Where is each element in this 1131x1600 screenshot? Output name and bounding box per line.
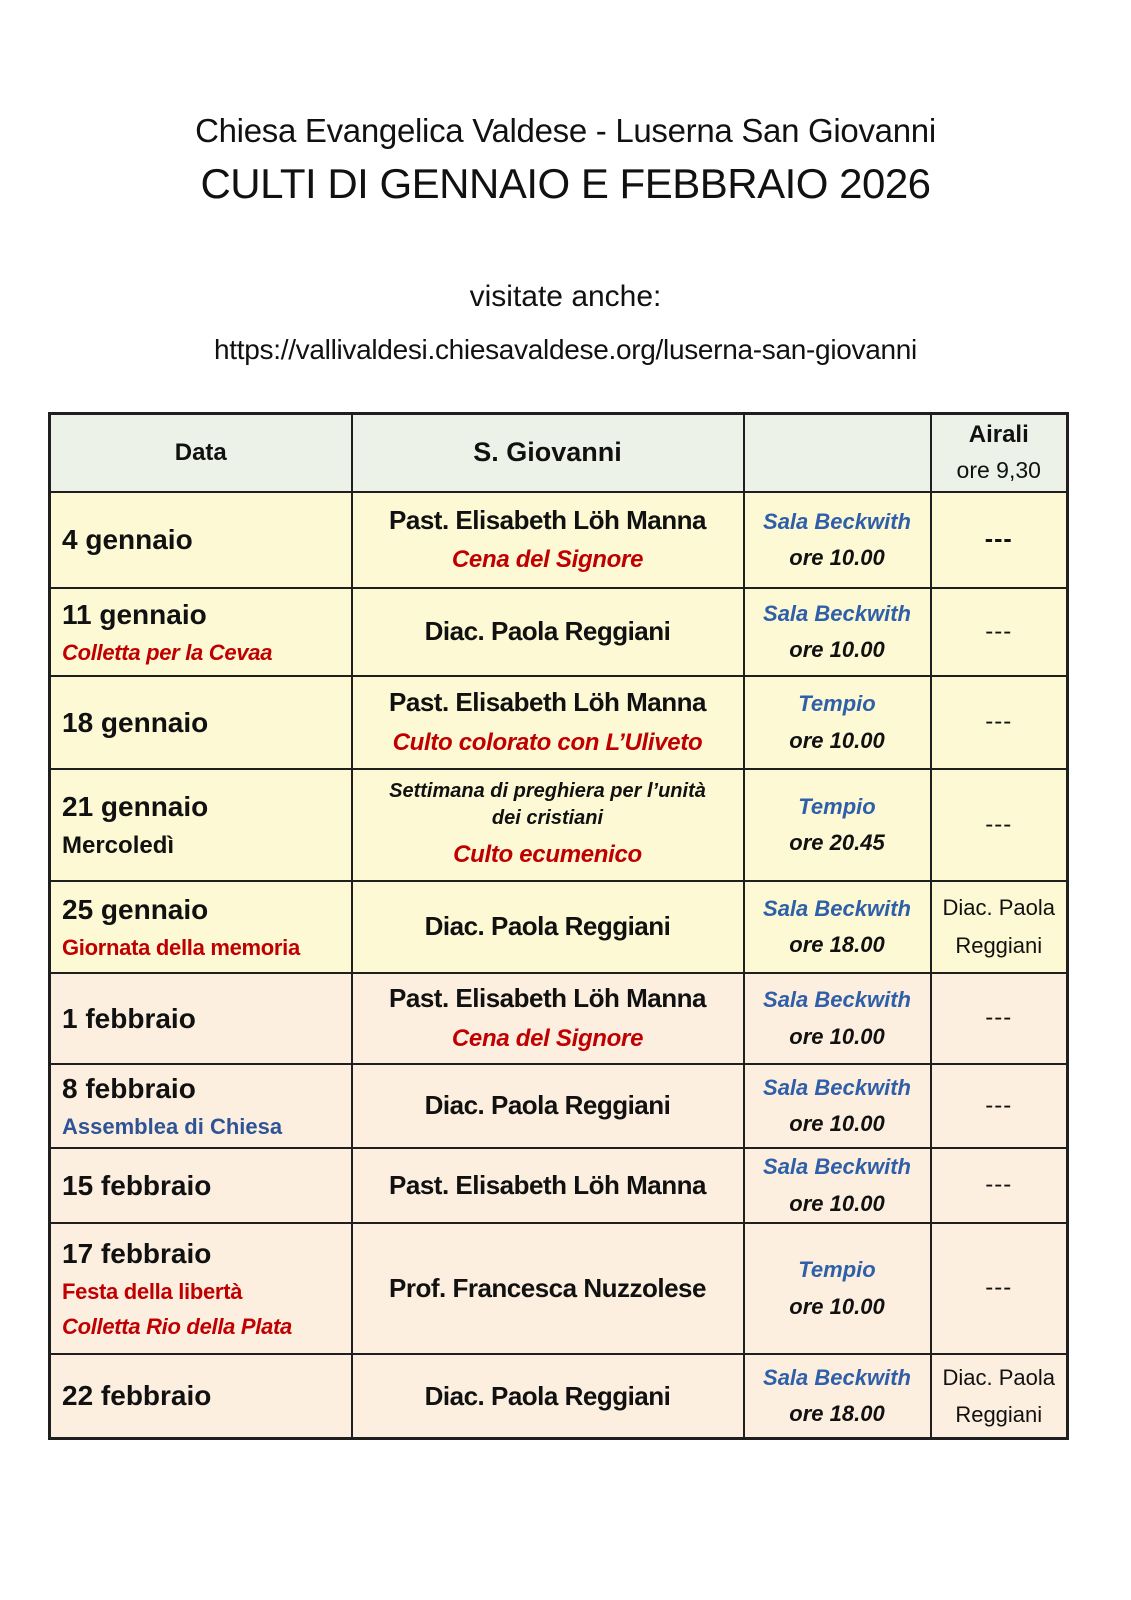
sgiovanni-cell [352,492,744,588]
location-cell [744,676,931,769]
airali-cell [931,1354,1068,1439]
table-row [50,1148,1068,1223]
text-line: Festa della libertà [62,1279,243,1304]
text-line: Colletta per la Cevaa [62,639,273,665]
airali-cell [931,769,1068,881]
date-cell [50,973,352,1064]
column-header-data [50,414,352,492]
text-line: Mercoledì [62,831,175,859]
table-row [50,492,1068,588]
text-line: dei cristiani [491,807,604,829]
text-line: Culto colorato con L’Uliveto [392,728,703,756]
text-line: ore 10.00 [789,727,885,753]
text-line: ore 10.00 [789,637,885,662]
text-line: --- [984,524,1013,553]
column-header-airali-label: Airali [968,421,1029,449]
date-cell [50,588,352,676]
text-line: Sala Beckwith [763,600,911,626]
airali-cell [931,973,1068,1064]
text-line: --- [985,1004,1013,1031]
text-line: Settimana di preghiera per l’unità [389,780,706,802]
table-row [50,769,1068,881]
date-cell [50,769,352,881]
text-line: Diac. Paola Reggiani [424,1090,671,1121]
airali-cell [931,1223,1068,1354]
text-line: Diac. Paola Reggiani [424,616,671,647]
location-cell [744,973,931,1064]
title-block [0,112,1131,208]
location-cell [744,1148,931,1223]
date-cell [50,1064,352,1148]
airali-cell [931,1064,1068,1148]
text-line: --- [985,1274,1013,1301]
date-cell [50,1223,352,1354]
text-line: Diac. Paola Reggiani [942,895,1055,958]
location-cell [744,769,931,881]
table-row [50,1064,1068,1148]
date-cell [50,881,352,973]
text-line: --- [985,617,1013,645]
location-cell [744,1354,931,1439]
text-line: Diac. Paola Reggiani [424,911,671,942]
text-line: Giornata della memoria [62,934,300,960]
text-line: Past. Elisabeth Löh Manna [389,687,706,718]
text-line: ore 20.45 [789,830,885,855]
text-line: --- [985,1091,1013,1119]
column-header-airali [931,414,1068,492]
airali-cell [931,676,1068,769]
text-line: 17 febbraio [62,1238,212,1269]
table-row [50,1223,1068,1354]
location-cell [744,881,931,973]
website-url: https://vallivaldesi.chiesavaldese.org/luserna-san-giovanni [214,334,917,365]
text-line: ore 10.00 [789,1293,885,1319]
date-cell [50,676,352,769]
location-cell [744,492,931,588]
airali-cell [931,1148,1068,1223]
table-row [50,1354,1068,1439]
text-line: Cena del Signore [451,1024,644,1052]
sgiovanni-cell [352,588,744,676]
text-line: Prof. Francesca Nuzzolese [389,1272,706,1303]
text-line: Tempio [798,691,876,716]
location-cell [744,588,931,676]
text-line: Culto ecumenico [453,841,642,868]
text-line: 18 gennaio [62,706,209,738]
text-line: ore 10.00 [789,545,885,570]
page-title: CULTI DI GENNAIO E FEBBRAIO 2026 [200,160,931,207]
date-cell [50,492,352,588]
column-header-blank [744,414,931,492]
text-line: ore 18.00 [789,1401,885,1427]
text-line: 1 febbraio [62,1002,196,1034]
text-line: Assemblea di Chiesa [62,1113,283,1139]
table-row [50,588,1068,676]
text-line: Tempio [798,793,876,819]
text-line: Past. Elisabeth Löh Manna [389,1169,706,1200]
text-line: Sala Beckwith [763,1074,911,1100]
text-line: Sala Beckwith [763,987,911,1012]
text-line: Diac. Paola Reggiani [942,1364,1055,1427]
text-line: Sala Beckwith [763,508,911,534]
text-line: ore 10.00 [789,1111,885,1136]
text-line: Sala Beckwith [763,1364,911,1390]
text-line: Tempio [798,1257,876,1282]
text-line: Sala Beckwith [763,1154,911,1179]
text-line: ore 18.00 [789,932,885,957]
sgiovanni-cell [352,769,744,881]
airali-cell [931,881,1068,973]
text-line: 25 gennaio [62,893,209,925]
date-cell [50,1148,352,1223]
text-line: Past. Elisabeth Löh Manna [389,983,706,1014]
text-line: 4 gennaio [62,524,193,555]
text-line: Sala Beckwith [763,895,911,921]
sgiovanni-cell [352,973,744,1064]
text-line: 21 gennaio [62,790,209,822]
date-cell [50,1354,352,1439]
visit-label: visitate anche: [469,280,662,313]
sgiovanni-cell [352,1064,744,1148]
sgiovanni-cell [352,1354,744,1439]
table-row [50,676,1068,769]
text-line: Past. Elisabeth Löh Manna [389,504,706,535]
text-line: ore 10.00 [789,1023,885,1049]
schedule-table [48,412,1069,1440]
text-line: Diac. Paola Reggiani [424,1380,671,1411]
table-header-row [50,414,1068,492]
sgiovanni-cell [352,1148,744,1223]
column-header-airali-time: ore 9,30 [956,457,1041,484]
airali-cell [931,588,1068,676]
text-line: ore 10.00 [789,1190,885,1216]
location-cell [744,1064,931,1148]
airali-cell [931,492,1068,588]
table-row [50,881,1068,973]
text-line: 11 gennaio [62,598,207,630]
text-line: Colletta Rio della Plata [62,1313,292,1339]
sgiovanni-cell [352,1223,744,1354]
sgiovanni-cell [352,676,744,769]
text-line: 8 febbraio [62,1072,196,1104]
text-line: --- [985,810,1013,838]
column-header-data-label: Data [174,438,227,466]
text-line: --- [985,1171,1013,1198]
church-name: Chiesa Evangelica Valdese - Luserna San Giovanni [195,112,936,149]
table-row [50,973,1068,1064]
column-header-sgiovanni [352,414,744,492]
text-line: 15 febbraio [62,1169,212,1201]
location-cell [744,1223,931,1354]
sgiovanni-cell [352,881,744,973]
column-header-sgiovanni-label: S. Giovanni [473,437,622,468]
text-line: --- [985,708,1013,735]
text-line: 22 febbraio [62,1380,212,1412]
text-line: Cena del Signore [451,546,644,574]
